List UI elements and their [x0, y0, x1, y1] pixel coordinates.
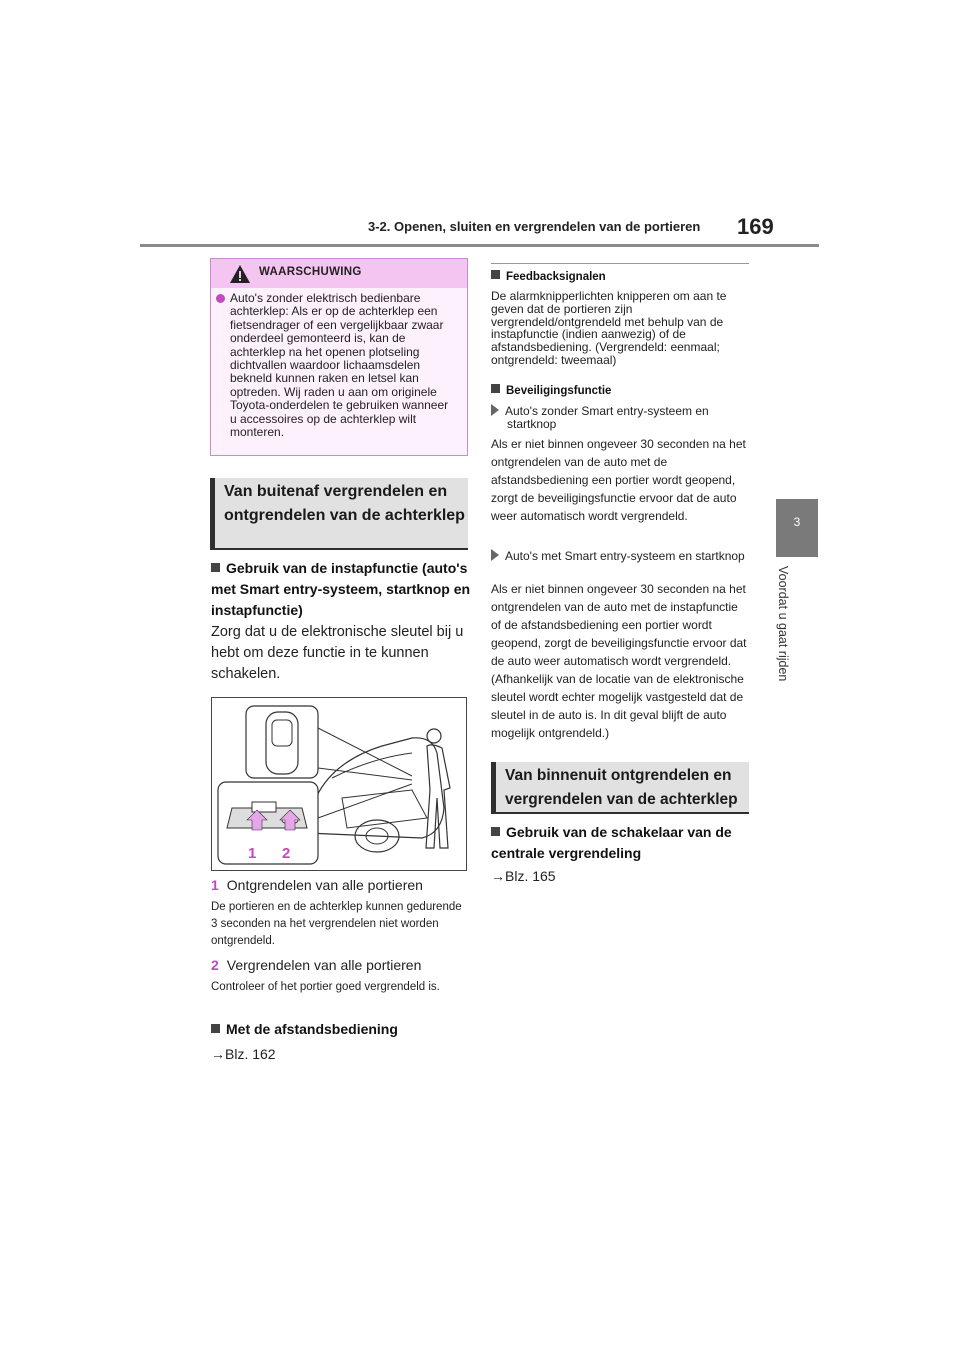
feedback-text: De alarmknipperlichten knipperen om aan te geven dat de portieren zijn vergrendeld/ontgrendeld met behulp van de instapfunctie (indien aanwezig) of de afstandsbediening. (Vergrendeld: eenmaal; ontgrendeld: tweemaal) [491, 289, 727, 367]
chapter-tab[interactable] [776, 499, 818, 557]
feedback-heading [491, 270, 751, 283]
item-2-note: Controleer of het portier goed vergrendeld is. [211, 981, 440, 993]
warning-text: Auto's zonder elektrisch bedienbare achterklep: Als er op de achterklep een fietsendrager of een vergelijkbaar zwaar onderdeel gemonteerd is, kan de achterklep na het openen plotseling dichtvallen waardoor lichaamsdelen bekneld kunnen raken en letsel kan optreden. Wij raden u aan om originele Toyota-onderdelen te gebruiken wanneer u accessoires op de achterklep wilt monteren. [230, 291, 449, 440]
item-1-label: Ontgrendelen van alle portieren [226, 877, 423, 893]
right-column-rule [491, 263, 749, 264]
subheading-entry-function-text: Gebruik van de instapfunctie (auto's met Smart entry-systeem, startknop en instapfunctie) [211, 560, 471, 618]
bullet-icon [216, 294, 225, 303]
warning-header [211, 259, 467, 288]
chapter-tab-label [760, 566, 834, 706]
square-bullet-icon [211, 563, 220, 572]
item-2-number: 2 [211, 957, 219, 973]
page-reference-162[interactable]: →Blz. 162 [211, 1046, 276, 1062]
triangle-bullet-icon [491, 549, 499, 561]
security-heading [491, 384, 751, 397]
triangle-bullet-icon [491, 404, 499, 416]
chapter-tab-number: 3 [793, 515, 801, 529]
feedback-heading-text: Feedbacksignalen [506, 271, 606, 283]
figure-label-2: 2 [282, 845, 291, 862]
item-1 [211, 875, 469, 896]
square-bullet-icon [491, 827, 500, 836]
warning-title: WAARSCHUWING [259, 266, 362, 278]
warning-icon [229, 264, 251, 284]
square-bullet-icon [211, 1024, 220, 1033]
illustration-key-tailgate [211, 697, 467, 871]
figure-drawing [212, 698, 466, 870]
security-case-1-text: Als er niet binnen ongeveer 30 seconden na het ontgrendelen van de auto met de afstandsbediening een portier wordt geopend, zorgt de beveiligingsfunctie ervoor dat de auto weer automatisch wordt vergrendeld. [491, 437, 746, 523]
item-1-note: De portieren en de achterklep kunnen gedurende 3 seconden na het vergrendelen niet worden ontgrendeld. [211, 901, 462, 947]
section-heading-outside: Van buitenaf vergrendelen en ontgrendelen van de achterklep [210, 478, 468, 550]
item-1-number: 1 [211, 877, 219, 893]
security-case-1 [491, 404, 749, 431]
item-2-label: Vergrendelen van alle portieren [226, 957, 422, 973]
security-heading-text: Beveiligingsfunctie [506, 385, 612, 397]
square-bullet-icon [491, 384, 500, 393]
security-case-2-text: Als er niet binnen ongeveer 30 seconden na het ontgrendelen van de auto met de instapfunctie of de afstandsbediening een portier wordt geopend, zorgt de beveiligingsfunctie ervoor dat de auto weer automatisch wordt vergrendeld. (Afhankelijk van de locatie van de elektronische sleutel wordt echter mogelijk vastgesteld dat de sleutel in de auto is. In dit geval blijft de auto mogelijk ontgrendeld.) [491, 582, 747, 740]
header-rule [140, 244, 819, 247]
intro-paragraph: Zorg dat u de elektronische sleutel bij u hebt om deze functie in te kunnen schakelen. [211, 624, 464, 682]
chapter-title: 3-2. Openen, sluiten en vergrendelen van de portieren [368, 219, 701, 234]
page-reference-165[interactable]: →Blz. 165 [491, 868, 556, 884]
subheading-central-lock-text: Gebruik van de schakelaar van de centrale vergrendeling [491, 824, 732, 861]
square-bullet-icon [491, 270, 500, 279]
page-number: 169 [737, 214, 774, 239]
security-case-2-label: Auto's met Smart entry-systeem en startknop [505, 549, 745, 563]
section-heading-inside: Van binnenuit ontgrendelen en vergrendelen van de achterklep [491, 762, 749, 814]
chapter-tab-label-text: Voordat u gaat rijden [776, 566, 790, 682]
subheading-remote [211, 1019, 469, 1040]
security-case-1-label: Auto's zonder Smart entry-systeem en startknop [505, 404, 709, 431]
warning-body [211, 288, 467, 439]
subheading-remote-text: Met de afstandsbediening [226, 1021, 398, 1037]
figure-label-1: 1 [248, 845, 257, 862]
security-case-2 [491, 549, 749, 563]
item-2 [211, 955, 469, 976]
warning-box [210, 258, 468, 456]
subheading-entry-function [211, 558, 471, 621]
subheading-central-lock [491, 822, 751, 864]
